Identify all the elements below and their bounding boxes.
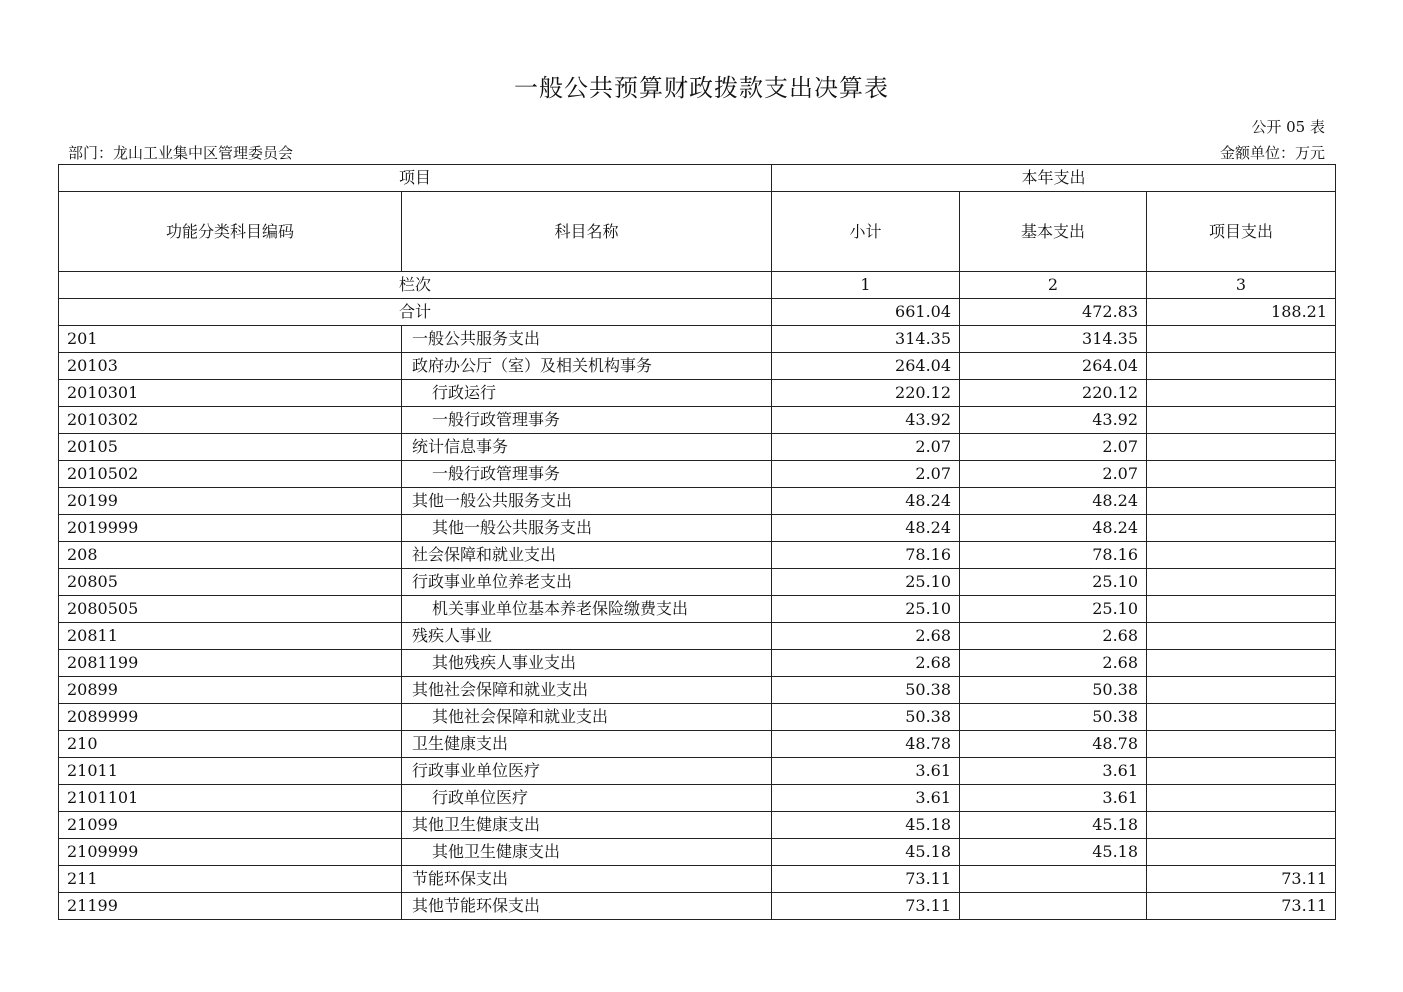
row-code: 2010301 [59,380,402,407]
header-basic: 基本支出 [960,192,1147,272]
table-row [59,569,1336,596]
table-row [59,785,1336,812]
row-subtotal: 3.61 [772,758,960,785]
row-subtotal: 3.61 [772,785,960,812]
row-name: 其他社会保障和就业支出 [402,704,772,731]
row-project [1147,515,1336,542]
row-code: 2101101 [59,785,402,812]
row-project [1147,704,1336,731]
table-row [59,677,1336,704]
row-name: 一般公共服务支出 [402,326,772,353]
row-code: 2081199 [59,650,402,677]
table-row [59,407,1336,434]
row-basic: 48.78 [960,731,1147,758]
row-basic: 48.24 [960,488,1147,515]
table-row [59,893,1336,920]
row-name: 机关事业单位基本养老保险缴费支出 [402,596,772,623]
row-name: 一般行政管理事务 [402,407,772,434]
row-basic: 2.68 [960,623,1147,650]
row-subtotal: 48.24 [772,515,960,542]
row-code: 21011 [59,758,402,785]
row-code: 20899 [59,677,402,704]
total-row [59,299,1336,326]
row-subtotal: 264.04 [772,353,960,380]
row-code: 21099 [59,812,402,839]
row-name: 其他卫生健康支出 [402,839,772,866]
department-label: 部门：龙山工业集中区管理委员会 [68,144,294,162]
row-project [1147,569,1336,596]
row-name: 行政事业单位养老支出 [402,569,772,596]
column-number-1: 1 [772,272,960,299]
row-name: 社会保障和就业支出 [402,542,772,569]
row-basic: 50.38 [960,704,1147,731]
row-subtotal: 25.10 [772,596,960,623]
row-subtotal: 50.38 [772,704,960,731]
expenditure-table [58,164,1336,920]
row-project: 73.11 [1147,893,1336,920]
row-subtotal: 45.18 [772,839,960,866]
row-code: 208 [59,542,402,569]
table-row [59,758,1336,785]
row-subtotal: 45.18 [772,812,960,839]
row-name: 统计信息事务 [402,434,772,461]
row-basic: 78.16 [960,542,1147,569]
row-project: 73.11 [1147,866,1336,893]
row-basic [960,866,1147,893]
row-subtotal: 73.11 [772,893,960,920]
table-row [59,326,1336,353]
row-basic: 43.92 [960,407,1147,434]
row-project [1147,677,1336,704]
header-row-columns [59,192,1336,272]
row-basic: 45.18 [960,812,1147,839]
row-subtotal: 2.68 [772,650,960,677]
row-project [1147,785,1336,812]
form-number: 公开 05 表 [1251,118,1325,136]
row-code: 2019999 [59,515,402,542]
row-code: 2010302 [59,407,402,434]
row-code: 21199 [59,893,402,920]
table-row [59,839,1336,866]
row-project [1147,812,1336,839]
row-name: 卫生健康支出 [402,731,772,758]
total-subtotal: 661.04 [772,299,960,326]
row-code: 210 [59,731,402,758]
row-subtotal: 2.68 [772,623,960,650]
row-basic: 45.18 [960,839,1147,866]
header-year-expense: 本年支出 [772,165,1336,192]
row-basic: 3.61 [960,758,1147,785]
table-row [59,353,1336,380]
total-project: 188.21 [1147,299,1336,326]
table-row [59,704,1336,731]
header-code: 功能分类科目编码 [59,192,402,272]
row-project [1147,461,1336,488]
row-basic: 25.10 [960,569,1147,596]
row-name: 其他一般公共服务支出 [402,515,772,542]
row-subtotal: 78.16 [772,542,960,569]
row-code: 2010502 [59,461,402,488]
row-code: 211 [59,866,402,893]
table-row [59,434,1336,461]
row-name: 其他一般公共服务支出 [402,488,772,515]
column-number-3: 3 [1147,272,1336,299]
row-basic: 264.04 [960,353,1147,380]
table-row [59,380,1336,407]
row-code: 20103 [59,353,402,380]
header-row-group [59,165,1336,192]
row-project [1147,623,1336,650]
row-subtotal: 2.07 [772,461,960,488]
row-code: 20105 [59,434,402,461]
row-name: 一般行政管理事务 [402,461,772,488]
row-subtotal: 43.92 [772,407,960,434]
page-title: 一般公共预算财政拨款支出决算表 [514,74,889,102]
row-project [1147,596,1336,623]
row-code: 201 [59,326,402,353]
total-label: 合计 [59,299,772,326]
row-subtotal: 25.10 [772,569,960,596]
table-row [59,515,1336,542]
row-basic: 220.12 [960,380,1147,407]
table-row [59,650,1336,677]
header-subtotal: 小计 [772,192,960,272]
table-row [59,623,1336,650]
row-project [1147,731,1336,758]
header-item: 项目 [59,165,772,192]
row-code: 20805 [59,569,402,596]
header-project: 项目支出 [1147,192,1336,272]
row-name: 其他节能环保支出 [402,893,772,920]
table-row [59,812,1336,839]
row-project [1147,353,1336,380]
table-row [59,488,1336,515]
row-project [1147,407,1336,434]
row-code: 20811 [59,623,402,650]
row-project [1147,434,1336,461]
column-number-row [59,272,1336,299]
header-name: 科目名称 [402,192,772,272]
table-row [59,596,1336,623]
row-basic: 50.38 [960,677,1147,704]
column-number-2: 2 [960,272,1147,299]
row-subtotal: 50.38 [772,677,960,704]
row-name: 行政运行 [402,380,772,407]
row-project [1147,488,1336,515]
row-subtotal: 48.78 [772,731,960,758]
row-subtotal: 314.35 [772,326,960,353]
row-name: 其他卫生健康支出 [402,812,772,839]
row-basic: 25.10 [960,596,1147,623]
row-name: 节能环保支出 [402,866,772,893]
row-project [1147,758,1336,785]
row-name: 政府办公厅（室）及相关机构事务 [402,353,772,380]
row-name: 残疾人事业 [402,623,772,650]
row-project [1147,839,1336,866]
row-basic: 2.07 [960,434,1147,461]
row-subtotal: 73.11 [772,866,960,893]
row-subtotal: 220.12 [772,380,960,407]
row-basic: 48.24 [960,515,1147,542]
amount-unit-label: 金额单位：万元 [1219,144,1325,162]
row-project [1147,650,1336,677]
row-project [1147,380,1336,407]
row-code: 2109999 [59,839,402,866]
row-basic: 3.61 [960,785,1147,812]
row-name: 行政单位医疗 [402,785,772,812]
row-name: 其他残疾人事业支出 [402,650,772,677]
table-row [59,866,1336,893]
table-row [59,731,1336,758]
row-subtotal: 48.24 [772,488,960,515]
row-name: 其他社会保障和就业支出 [402,677,772,704]
row-code: 2080505 [59,596,402,623]
table-row [59,461,1336,488]
row-subtotal: 2.07 [772,434,960,461]
row-project [1147,326,1336,353]
row-basic: 2.07 [960,461,1147,488]
row-basic [960,893,1147,920]
column-label: 栏次 [59,272,772,299]
row-name: 行政事业单位医疗 [402,758,772,785]
total-basic: 472.83 [960,299,1147,326]
row-code: 20199 [59,488,402,515]
row-project [1147,542,1336,569]
row-code: 2089999 [59,704,402,731]
row-basic: 314.35 [960,326,1147,353]
row-basic: 2.68 [960,650,1147,677]
table-row [59,542,1336,569]
